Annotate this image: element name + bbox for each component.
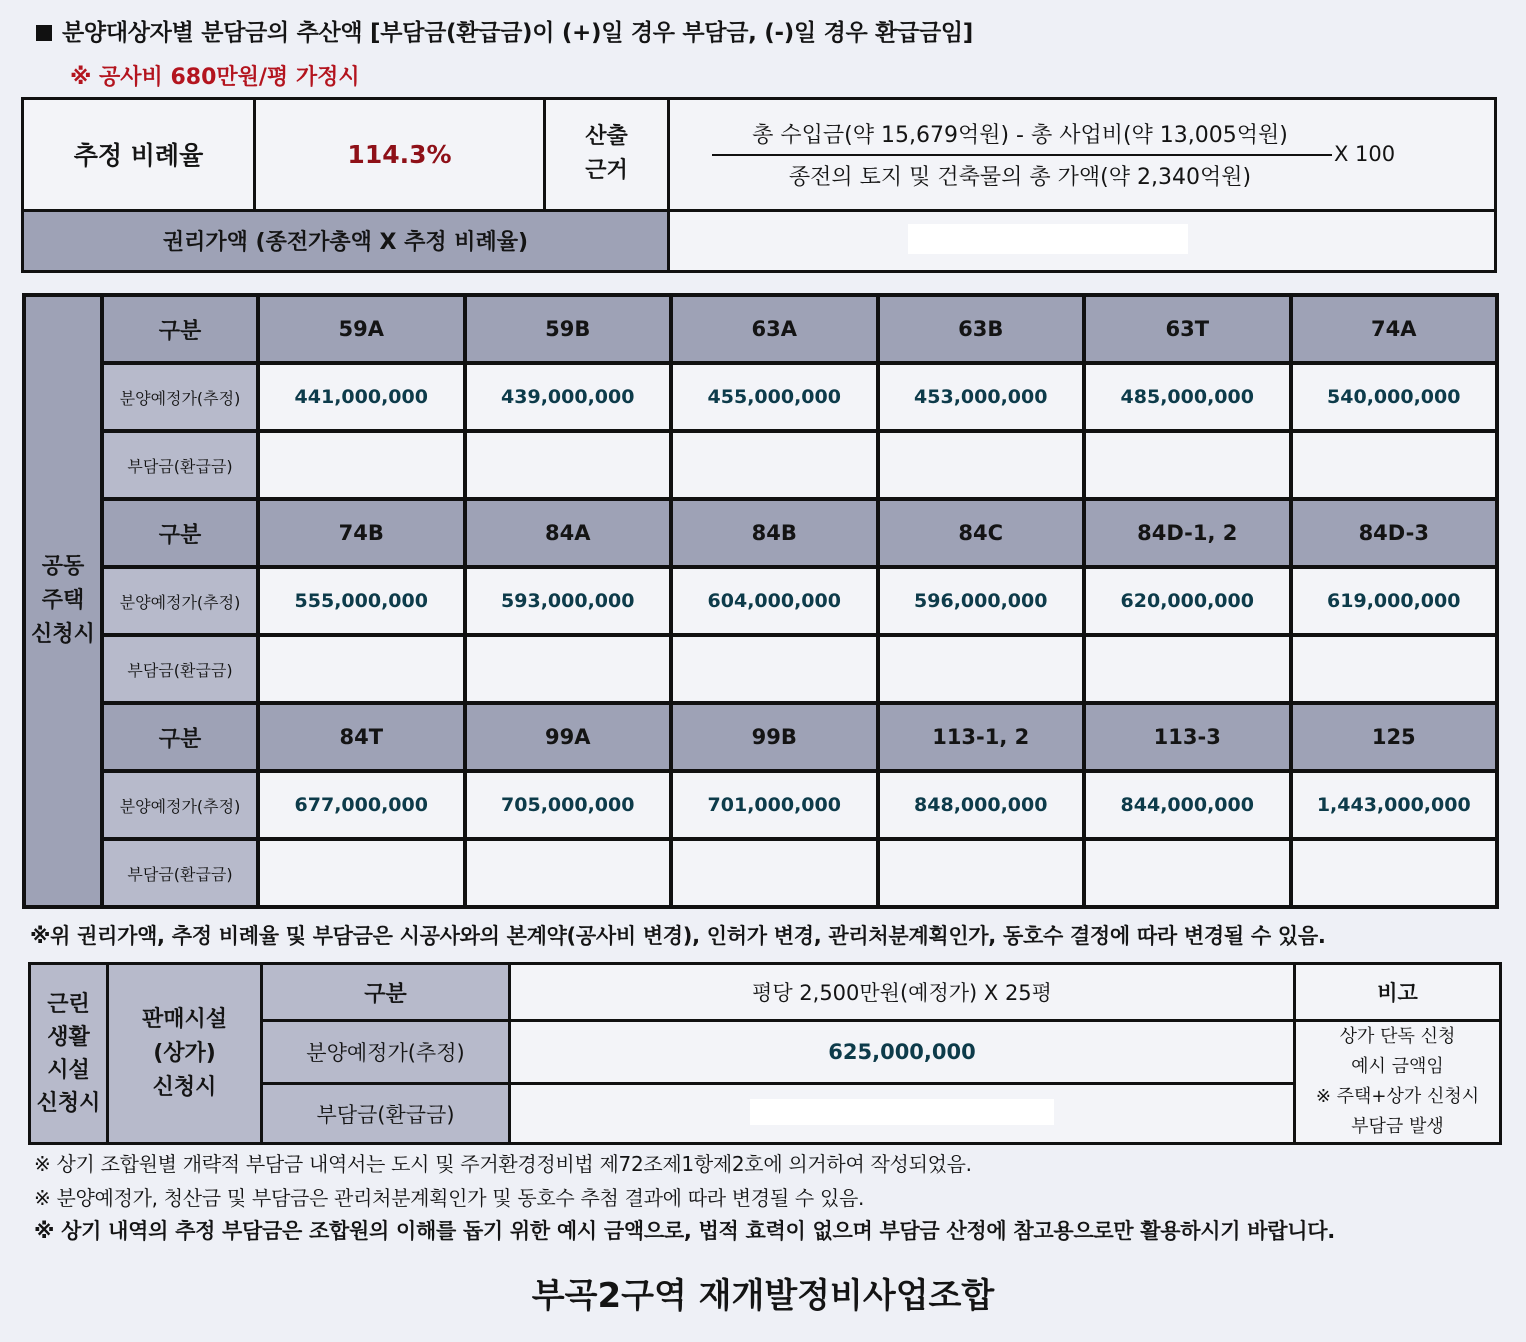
type-header: 84D-1, 2: [1084, 499, 1291, 567]
shop-side-label-4: 신청시: [36, 1090, 101, 1116]
ratio-table: [21, 97, 1497, 273]
type-header: 84C: [878, 499, 1085, 567]
type-header: 84D-3: [1291, 499, 1498, 567]
price-cell: 619,000,000: [1291, 567, 1498, 635]
shop-side-label-1: 근린: [47, 991, 90, 1017]
organization-name: 부곡2구역 재개발정비사업조합: [531, 1276, 995, 1316]
price-cell: 604,000,000: [671, 567, 878, 635]
burden-cell: [878, 839, 1085, 907]
burden-cell: [258, 635, 465, 703]
gubun-header: 구분: [102, 703, 258, 771]
remark-line-1: 상가 단독 신청: [1339, 1026, 1456, 1047]
price-cell: 596,000,000: [878, 567, 1085, 635]
formula-numerator: 총 수입금(약 15,679억원) - 총 사업비(약 13,005억원): [752, 123, 1288, 148]
price-cell: 1,443,000,000: [1291, 771, 1498, 839]
shop-gubun-header: 구분: [262, 964, 510, 1021]
shop-table: [28, 962, 1502, 1145]
burden-cell: [878, 635, 1085, 703]
burden-cell: [878, 431, 1085, 499]
burden-cell: [1084, 839, 1291, 907]
ratio-value: 114.3%: [255, 99, 545, 211]
price-cell: 453,000,000: [878, 363, 1085, 431]
shop-mid-label-1: 판매시설: [141, 1006, 227, 1032]
shop-price-label: 분양예정가(추정): [262, 1021, 510, 1084]
footnote-3: ※ 상기 내역의 추정 부담금은 조합원의 이해를 돕기 위한 예시 금액으로, 법적 효력이 없으며 부담금 산정에 참고용으로만 활용하시기 바랍니다.: [34, 1219, 1335, 1243]
burden-row-label: 부담금(환급금): [102, 431, 258, 499]
redacted-value: [908, 224, 1188, 254]
housing-side-label-3: 신청시: [31, 622, 95, 647]
housing-side-label-1: 공동: [41, 554, 85, 579]
gubun-header: 구분: [102, 499, 258, 567]
shop-side-label-3: 시설: [47, 1057, 90, 1083]
gubun-header: 구분: [102, 295, 258, 363]
housing-side-label-2: 주택: [41, 588, 85, 613]
right-value-cell: [669, 210, 1496, 271]
price-cell: 485,000,000: [1084, 363, 1291, 431]
price-cell: 844,000,000: [1084, 771, 1291, 839]
cost-assumption-note: ※ 공사비 680만원/평 가정시: [70, 65, 360, 90]
formula-cell: [669, 99, 1496, 211]
remark-line-4: 부담금 발생: [1351, 1116, 1444, 1137]
price-cell: 455,000,000: [671, 363, 878, 431]
remark-header: 비고: [1295, 964, 1501, 1021]
shop-side-label: [30, 964, 108, 1144]
price-row-label: 분양예정가(추정): [102, 567, 258, 635]
square-bullet-icon: [36, 25, 52, 41]
basis-label-line2: 근거: [585, 158, 628, 184]
formula-multiplier: X 100: [1334, 142, 1396, 166]
remark-line-3: ※ 주택+상가 신청시: [1315, 1086, 1480, 1107]
shop-mid-label-2: (상가): [153, 1040, 216, 1066]
burden-row-label: 부담금(환급금): [102, 635, 258, 703]
type-header: 59B: [465, 295, 672, 363]
housing-price-table: [22, 293, 1499, 909]
type-header: 113-3: [1084, 703, 1291, 771]
basis-label-line1: 산출: [585, 124, 628, 150]
burden-cell: [1291, 431, 1498, 499]
formula-fraction-bar: [712, 154, 1332, 156]
burden-cell: [258, 839, 465, 907]
burden-cell: [465, 635, 672, 703]
burden-row-label: 부담금(환급금): [102, 839, 258, 907]
footnote-2: ※ 분양예정가, 청산금 및 부담금은 관리처분계획인가 및 동호수 추첨 결과에 따라 변경될 수 있음.: [34, 1186, 865, 1210]
document-title-text: 분양대상자별 분담금의 추산액 [부담금(환급금)이 (+)일 경우 부담금, (-)일 경우 환급금임]: [62, 20, 974, 46]
shop-gubun-value: 평당 2,500만원(예정가) X 25평: [510, 964, 1295, 1021]
price-cell: 701,000,000: [671, 771, 878, 839]
type-header: 63B: [878, 295, 1085, 363]
price-row-label: 분양예정가(추정): [102, 363, 258, 431]
redacted-value: [750, 1099, 1054, 1125]
right-value-label: 권리가액 (종전가총액 X 추정 비례율): [23, 210, 669, 271]
price-cell: 593,000,000: [465, 567, 672, 635]
price-cell: 555,000,000: [258, 567, 465, 635]
shop-burden-cell: [510, 1084, 1295, 1144]
shop-mid-label-3: 신청시: [152, 1074, 217, 1100]
basis-label: [545, 99, 669, 211]
type-header: 63A: [671, 295, 878, 363]
burden-cell: [1291, 635, 1498, 703]
type-header: 84B: [671, 499, 878, 567]
price-cell: 848,000,000: [878, 771, 1085, 839]
price-cell: 439,000,000: [465, 363, 672, 431]
burden-cell: [671, 839, 878, 907]
type-header: 99A: [465, 703, 672, 771]
shop-price-value: 625,000,000: [510, 1021, 1295, 1084]
price-cell: 540,000,000: [1291, 363, 1498, 431]
type-header: 125: [1291, 703, 1498, 771]
price-cell: 441,000,000: [258, 363, 465, 431]
burden-cell: [1084, 635, 1291, 703]
type-header: 99B: [671, 703, 878, 771]
housing-side-label: [24, 295, 102, 907]
ratio-label: 추정 비례율: [23, 99, 255, 211]
burden-cell: [671, 635, 878, 703]
type-header: 113-1, 2: [878, 703, 1085, 771]
document-title: [36, 14, 973, 47]
remark-line-2: 예시 금액임: [1351, 1056, 1444, 1077]
burden-cell: [258, 431, 465, 499]
formula-denominator: 종전의 토지 및 건축물의 총 가액(약 2,340억원): [788, 165, 1252, 190]
shop-burden-label: 부담금(환급금): [262, 1084, 510, 1144]
burden-cell: [671, 431, 878, 499]
burden-cell: [465, 839, 672, 907]
price-cell: 620,000,000: [1084, 567, 1291, 635]
change-warning: ※위 권리가액, 추정 비례율 및 부담금은 시공사와의 본계약(공사비 변경), 인허가 변경, 관리처분계획인가, 동호수 결정에 따라 변경될 수 있음.: [30, 924, 1326, 948]
footnote-1: ※ 상기 조합원별 개략적 부담금 내역서는 도시 및 주거환경정비법 제72조제1항제2호에 의거하여 작성되었음.: [34, 1152, 972, 1176]
burden-cell: [1084, 431, 1291, 499]
type-header: 84A: [465, 499, 672, 567]
type-header: 63T: [1084, 295, 1291, 363]
burden-cell: [465, 431, 672, 499]
price-row-label: 분양예정가(추정): [102, 771, 258, 839]
burden-cell: [1291, 839, 1498, 907]
type-header: 74B: [258, 499, 465, 567]
shop-mid-label: [108, 964, 262, 1144]
price-cell: 705,000,000: [465, 771, 672, 839]
type-header: 59A: [258, 295, 465, 363]
price-cell: 677,000,000: [258, 771, 465, 839]
remark-body: [1295, 1021, 1501, 1144]
type-header: 74A: [1291, 295, 1498, 363]
type-header: 84T: [258, 703, 465, 771]
shop-side-label-2: 생활: [47, 1024, 90, 1050]
